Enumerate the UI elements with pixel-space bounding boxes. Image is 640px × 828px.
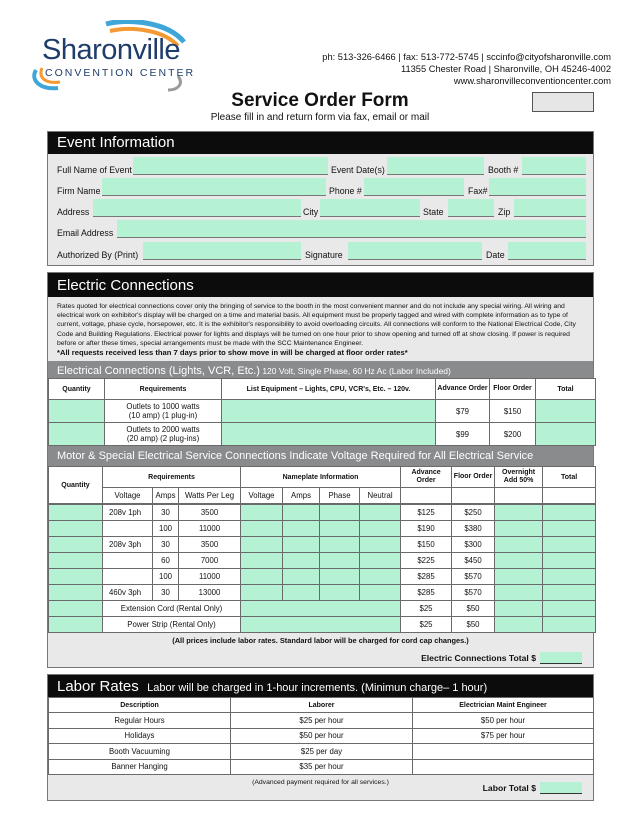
- labor-rates-header: [48, 675, 593, 697]
- laborer-rate: $25 per hour: [231, 713, 413, 729]
- np-neutral-input[interactable]: [360, 569, 401, 585]
- requirement-cell: [105, 423, 222, 446]
- amps-cell: 30: [153, 537, 179, 553]
- booth-label: Booth #: [488, 165, 519, 175]
- quantity-input[interactable]: [49, 617, 103, 633]
- subheader-np-phase: Phase: [320, 488, 360, 504]
- voltage-cell: [103, 521, 153, 537]
- subheader-amps: Amps: [153, 488, 179, 504]
- quantity-input[interactable]: [49, 423, 105, 446]
- table-row: [49, 713, 594, 729]
- date-label: Date: [486, 250, 505, 260]
- overnight-input[interactable]: [495, 553, 543, 569]
- labor-header-laborer: Laborer: [231, 698, 413, 713]
- table-row: [49, 505, 596, 521]
- requirement-line-2: (10 amp) (1 plug-in): [128, 411, 198, 421]
- watts-cell: 3500: [179, 505, 241, 521]
- address-label: Address: [57, 207, 90, 217]
- logo: [28, 20, 198, 92]
- requirement-line-1: Outlets to 1000 watts: [126, 402, 200, 412]
- table-row: [49, 759, 594, 775]
- np-neutral-input[interactable]: [360, 505, 401, 521]
- full-name-label: Full Name of Event: [57, 165, 132, 175]
- rental-item-label: Extension Cord (Rental Only): [103, 601, 241, 617]
- table-row: [49, 553, 596, 569]
- state-field[interactable]: [448, 199, 494, 216]
- np-amps-input[interactable]: [283, 521, 320, 537]
- np-phase-input[interactable]: [320, 521, 360, 537]
- nameplate-input[interactable]: [241, 601, 401, 617]
- np-amps-input[interactable]: [283, 553, 320, 569]
- sub1-title: Electrical Connections (Lights, VCR, Etc.): [57, 365, 260, 378]
- amps-cell: 30: [153, 585, 179, 601]
- logo-subtitle: CONVENTION CENTER: [45, 67, 196, 79]
- quantity-input[interactable]: [49, 569, 103, 585]
- labor-total-field[interactable]: [540, 782, 582, 794]
- phone-label: Phone #: [329, 186, 362, 196]
- subheader-np-amps: Amps: [283, 488, 320, 504]
- advance-price: $225: [401, 553, 452, 569]
- np-neutral-input[interactable]: [360, 521, 401, 537]
- city-label: City: [303, 207, 319, 217]
- np-amps-input[interactable]: [283, 569, 320, 585]
- np-amps-input[interactable]: [283, 537, 320, 553]
- floor-price: $570: [452, 569, 495, 585]
- overnight-input[interactable]: [495, 537, 543, 553]
- np-voltage-input[interactable]: [241, 505, 283, 521]
- subheader-watts: Watts Per Leg: [179, 488, 241, 504]
- rental-item-label: Power Strip (Rental Only): [103, 617, 241, 633]
- contact-info: [322, 51, 611, 87]
- watts-cell: 11000: [179, 521, 241, 537]
- total-input[interactable]: [543, 617, 596, 633]
- email-field[interactable]: [117, 220, 586, 237]
- firm-name-field[interactable]: [102, 178, 326, 195]
- floor-price: $250: [452, 505, 495, 521]
- table-row: [49, 521, 596, 537]
- t2-header-requirements: Requirements: [103, 467, 241, 488]
- electrician-rate: [413, 759, 594, 775]
- t2-header-nameplate: Nameplate Information: [241, 467, 401, 488]
- watts-cell: 3500: [179, 537, 241, 553]
- fax-field[interactable]: [489, 178, 586, 195]
- t1-header-total: Total: [536, 379, 596, 400]
- event-row-3: [57, 199, 584, 219]
- advance-price: $285: [401, 569, 452, 585]
- motor-special-table: [48, 466, 596, 504]
- labor-header-electrician: Electrician Maint Engineer: [413, 698, 594, 713]
- labor-total-label: Labor Total $: [482, 783, 536, 793]
- t1-header-equipment: List Equipment – Lights, CPU, VCR's, Etc. – 120v.: [222, 379, 436, 400]
- watts-cell: 11000: [179, 569, 241, 585]
- floor-price: $450: [452, 553, 495, 569]
- contact-line-2: 11355 Chester Road | Sharonville, OH 45246-4002: [400, 64, 611, 74]
- event-information-title: Event Information: [57, 134, 175, 151]
- laborer-rate: $35 per hour: [231, 759, 413, 775]
- form-subtitle: Please fill in and return form via fax, email or mail: [210, 112, 430, 123]
- floor-price: $300: [452, 537, 495, 553]
- booth-field[interactable]: [522, 157, 586, 174]
- office-use-box[interactable]: [532, 92, 594, 112]
- t1-header-requirements: Requirements: [105, 379, 222, 400]
- event-information-header: [48, 132, 593, 154]
- watts-cell: 13000: [179, 585, 241, 601]
- voltage-cell: [103, 553, 153, 569]
- voltage-cell: 208v 3ph: [103, 537, 153, 553]
- np-voltage-input[interactable]: [241, 553, 283, 569]
- requirement-line-2: (20 amp) (2 plug-ins): [126, 434, 200, 444]
- phone-field[interactable]: [364, 178, 464, 195]
- labor-rates-table: [48, 697, 594, 775]
- requirement-line-1: Outlets to 2000 watts: [126, 425, 200, 435]
- np-voltage-input[interactable]: [241, 585, 283, 601]
- floor-price: $200: [490, 423, 536, 446]
- labor-total-line: [483, 782, 582, 794]
- logo-name: Sharonville: [42, 34, 180, 66]
- table-row: [49, 537, 596, 553]
- electric-connections-header: [48, 273, 593, 297]
- amps-cell: 30: [153, 505, 179, 521]
- labor-note: (Advanced payment required for all services.): [252, 779, 389, 786]
- labor-description: Booth Vacuuming: [49, 744, 231, 760]
- address-field[interactable]: [93, 199, 301, 216]
- t2-header-quantity: Quantity: [49, 467, 103, 504]
- total-input[interactable]: [536, 400, 596, 423]
- advance-price: $190: [401, 521, 452, 537]
- t1-header-advance: Advance Order: [436, 379, 490, 400]
- event-row-4: [57, 220, 584, 240]
- t1-header-quantity: Quantity: [49, 379, 105, 400]
- table-row: [49, 400, 596, 423]
- amps-cell: 100: [153, 521, 179, 537]
- labor-description: Holidays: [49, 728, 231, 744]
- form-title: Service Order Form: [231, 90, 409, 111]
- overnight-input[interactable]: [495, 585, 543, 601]
- contact-line-3: www.sharonvilleconventioncenter.com: [453, 76, 611, 86]
- table-row: [49, 617, 596, 633]
- advance-price: $25: [401, 601, 452, 617]
- advance-price: $99: [436, 423, 490, 446]
- np-phase-input[interactable]: [320, 537, 360, 553]
- advance-price: $79: [436, 400, 490, 423]
- floor-price: $380: [452, 521, 495, 537]
- watts-cell: 7000: [179, 553, 241, 569]
- motor-special-rows: [48, 504, 596, 633]
- np-voltage-input[interactable]: [241, 569, 283, 585]
- table-row: [49, 585, 596, 601]
- event-dates-field[interactable]: [387, 157, 484, 174]
- zip-field[interactable]: [514, 199, 586, 216]
- laborer-rate: $25 per day: [231, 744, 413, 760]
- event-dates-label: Event Date(s): [331, 165, 385, 175]
- firm-name-label: Firm Name: [57, 186, 101, 196]
- overnight-input[interactable]: [495, 569, 543, 585]
- np-amps-input[interactable]: [283, 585, 320, 601]
- np-phase-input[interactable]: [320, 569, 360, 585]
- table-row: [49, 423, 596, 446]
- overnight-input[interactable]: [495, 521, 543, 537]
- voltage-cell: 208v 1ph: [103, 505, 153, 521]
- equipment-input[interactable]: [222, 400, 436, 423]
- overnight-input[interactable]: [495, 601, 543, 617]
- signature-label: Signature: [305, 250, 343, 260]
- total-input[interactable]: [543, 521, 596, 537]
- total-input[interactable]: [543, 585, 596, 601]
- floor-price: $50: [452, 601, 495, 617]
- quantity-input[interactable]: [49, 400, 105, 423]
- zip-label: Zip: [498, 207, 511, 217]
- np-neutral-input[interactable]: [360, 553, 401, 569]
- quantity-input[interactable]: [49, 505, 103, 521]
- state-label: State: [423, 207, 444, 217]
- event-row-1: [57, 157, 584, 177]
- date-field[interactable]: [508, 242, 586, 259]
- advance-price: $150: [401, 537, 452, 553]
- authorized-label: Authorized By (Print): [57, 250, 139, 260]
- full-name-field[interactable]: [133, 157, 328, 174]
- overnight-input[interactable]: [495, 505, 543, 521]
- electric-total-field[interactable]: [540, 652, 582, 664]
- event-row-5: [57, 242, 584, 262]
- advance-price: $285: [401, 585, 452, 601]
- electrician-rate: $75 per hour: [413, 728, 594, 744]
- table-row: [49, 744, 594, 760]
- advance-price: $125: [401, 505, 452, 521]
- t1-header-floor: Floor Order: [490, 379, 536, 400]
- electrician-rate: $50 per hour: [413, 713, 594, 729]
- authorized-field[interactable]: [143, 242, 301, 259]
- np-phase-input[interactable]: [320, 553, 360, 569]
- electric-note: (All prices include labor rates. Standard labor will be charged for cord cap changes.): [172, 636, 469, 646]
- np-neutral-input[interactable]: [360, 585, 401, 601]
- city-field[interactable]: [320, 199, 420, 216]
- floor-price: $150: [490, 400, 536, 423]
- table-row: [49, 728, 594, 744]
- subheader-np-voltage: Voltage: [241, 488, 283, 504]
- quantity-input[interactable]: [49, 585, 103, 601]
- floor-price: $570: [452, 585, 495, 601]
- voltage-cell: [103, 569, 153, 585]
- total-input[interactable]: [543, 553, 596, 569]
- table-row: [49, 569, 596, 585]
- np-neutral-input[interactable]: [360, 537, 401, 553]
- electric-terms-paragraph: Rates quoted for electrical connections cover only the bringing of service to the booth in the most convenient manner and do not include any special wiring. All wiring and electrical work on exhibitor's display will be charged on a time and material basis. All equipment must be properly tagged and wired with complete information as to type of current, voltage, phase cycle, horsepower, etc. It is the exhibitor's responsibility to avoid overloading circuits. All connections will conform to the National Electrical Code, City Code and Building Regulations. Electrical power for lights and displays will be turned on one hour prior to show opening and turned off at show closing. If power is required before or after these times, special arrangements must be made with the SCC Maintenance Engineer.: [57, 303, 576, 347]
- labor-rates-subtitle: Labor will be charged in 1-hour increments. (Minimun charge– 1 hour): [147, 682, 488, 694]
- labor-description: Banner Hanging: [49, 759, 231, 775]
- sub2-title: Motor & Special Electrical Service Connections Indicate Voltage Required for All Electrical Service: [57, 450, 534, 463]
- quantity-input[interactable]: [49, 553, 103, 569]
- requirement-cell: [105, 400, 222, 423]
- fax-label: Fax#: [468, 186, 488, 196]
- equipment-input[interactable]: [222, 423, 436, 446]
- total-input[interactable]: [543, 569, 596, 585]
- np-voltage-input[interactable]: [241, 537, 283, 553]
- contact-line-1: ph: 513-326-6466 | fax: 513-772-5745 | sccinfo@cityofsharonville.com: [322, 52, 611, 62]
- nameplate-input[interactable]: [241, 617, 401, 633]
- labor-description: Regular Hours: [49, 713, 231, 729]
- electrical-connections-subheader: [48, 361, 593, 378]
- quantity-input[interactable]: [49, 521, 103, 537]
- electric-warning: *All requests received less than 7 days prior to show move in will be charged at floor order rates*: [57, 348, 408, 358]
- electric-total-label: Electric Connections Total $: [421, 653, 536, 663]
- laborer-rate: $50 per hour: [231, 728, 413, 744]
- overnight-input[interactable]: [495, 617, 543, 633]
- np-amps-input[interactable]: [283, 505, 320, 521]
- quantity-input[interactable]: [49, 537, 103, 553]
- amps-cell: 100: [153, 569, 179, 585]
- electrician-rate: [413, 744, 594, 760]
- email-label: Email Address: [57, 228, 114, 238]
- total-input[interactable]: [543, 601, 596, 617]
- electric-total-line: [421, 652, 582, 664]
- labor-header-description: Description: [49, 698, 231, 713]
- labor-rates-title: Labor Rates: [57, 678, 139, 695]
- t2-header-overnight: Overnight Add 50%: [495, 467, 543, 488]
- quantity-input[interactable]: [49, 601, 103, 617]
- subheader-voltage: Voltage: [103, 488, 153, 504]
- table-row: [49, 601, 596, 617]
- event-row-2: [57, 178, 584, 198]
- total-input[interactable]: [536, 423, 596, 446]
- amps-cell: 60: [153, 553, 179, 569]
- np-phase-input[interactable]: [320, 505, 360, 521]
- t2-header-total: Total: [543, 467, 596, 488]
- floor-price: $50: [452, 617, 495, 633]
- motor-special-subheader: [48, 446, 593, 466]
- electric-connections-title: Electric Connections: [57, 277, 194, 294]
- t2-header-advance: Advance Order: [401, 467, 452, 488]
- total-input[interactable]: [543, 537, 596, 553]
- subheader-np-neutral: Neutral: [360, 488, 401, 504]
- advance-price: $25: [401, 617, 452, 633]
- sub1-detail: 120 Volt, Single Phase, 60 Hz Ac (Labor Included): [259, 366, 451, 377]
- electric-connections-section: [47, 272, 594, 668]
- total-input[interactable]: [543, 505, 596, 521]
- event-information-section: [47, 131, 594, 266]
- electrical-connections-table: [48, 378, 596, 446]
- voltage-cell: 460v 3ph: [103, 585, 153, 601]
- labor-rates-section: [47, 674, 594, 801]
- np-phase-input[interactable]: [320, 585, 360, 601]
- np-voltage-input[interactable]: [241, 521, 283, 537]
- t2-header-floor: Floor Order: [452, 467, 495, 488]
- signature-field[interactable]: [348, 242, 482, 259]
